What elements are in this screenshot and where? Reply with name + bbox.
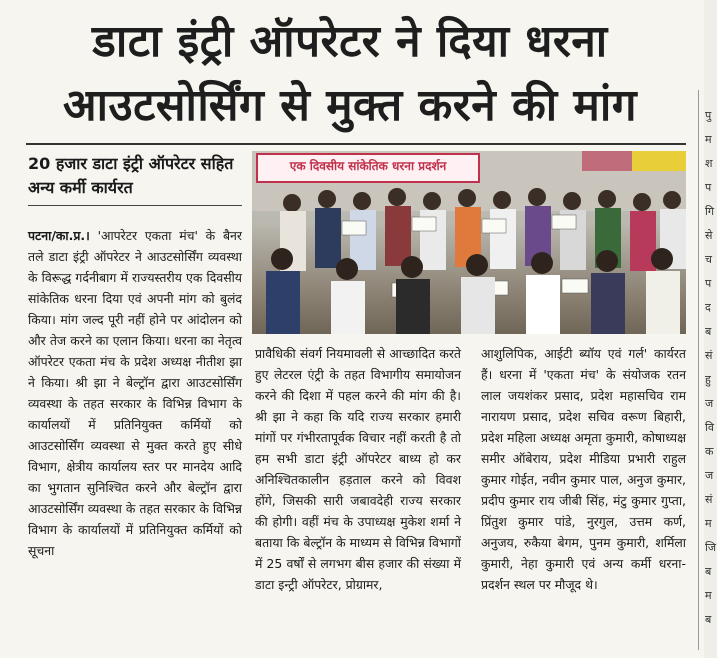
column-3-text: आशुलिपिक, आईटी ब्यॉय एवं गर्ल' कार्यरत हैं। धरना में 'एकता मंच' के संयोजक रतन लाल जयशंकर प्रसाद, प्रदेश महासचिव राम नारायण प्रसाद, प्रदेश सचिव वरूण बिहारी, प्रदेश महिला अध्यक्ष अमृता कुमारी, कोषाध्यक्ष समीर ऑबेराय, प्रदेश मीडिया प्रभारी राहुल कुमार गोईत, नवीन कुमार पाल, अनुज कुमार, प्रदीप कुमार राय जीबी सिंह, मंटु कुमार गुप्ता, प्रिंतुश कुमार पांडे, नुरगुल, उत्तम कर्ण, अनुजय, रुकैया बेगम, पुनम कुमारी, शर्मिला कुमारी, नेहा कुमारी एवं अन्य कर्मी धरना-प्रदर्शन स्थल पर मौजूद थे। bbox=[481, 346, 686, 592]
protest-photo bbox=[252, 151, 686, 334]
article-column-1 bbox=[28, 225, 242, 561]
headline-rule bbox=[26, 143, 686, 145]
article-column-2 bbox=[255, 343, 461, 595]
adjacent-fragment-char: ब bbox=[705, 613, 712, 626]
adjacent-fragment-char: म bbox=[705, 517, 712, 530]
adjacent-fragment-char: म bbox=[705, 589, 712, 602]
column-divider bbox=[698, 90, 699, 650]
adjacent-fragment-char: से bbox=[705, 229, 713, 242]
adjacent-fragment-char: हु bbox=[705, 373, 711, 386]
adjacent-fragment-char: सं bbox=[705, 493, 713, 506]
adjacent-fragment-char: म bbox=[705, 133, 712, 146]
photo-banner: एक दिवसीय सांकेतिक धरना प्रदर्शन bbox=[256, 153, 480, 183]
adjacent-fragment-char: ज bbox=[705, 397, 714, 410]
adjacent-fragment-char: ब bbox=[705, 565, 712, 578]
adjacent-fragment-char: द bbox=[705, 301, 711, 314]
adjacent-fragment-char: सं bbox=[705, 349, 713, 362]
dateline: पटना/का.प्र.। bbox=[28, 228, 90, 243]
article-column-3 bbox=[481, 343, 686, 595]
adjacent-fragment-char: पु bbox=[705, 109, 712, 122]
column-2-text: प्रावैधिकी संवर्ग नियमावली से आच्छादित करते हुए लेटरल एंट्री के तहत विभागीय समायोजन करने की दिशा में पहल करने की मांग की है। श्री झा ने कहा कि यदि राज्य सरकार हमारी मांगों पर गंभीरतापूर्वक विचार नहीं करती है तो हम सभी डाटा इंट्री ऑपरेटर बाध्य हो कर अनिश्चितकालीन हड़ताल करने को विवश होंगे, जिसकी सारी जबावदेही राज्य सरकार की होगी। वहीं मंच के उपाध्यक्ष मुकेश शर्मा ने बताया कि बेल्ट्रॉन के माध्यम से विभिन्न विभागों में 25 वर्षों से लगभग बीस हजार की संख्या में डाटा इन्ट्री ऑपरेटर, प्रोग्रामर, bbox=[255, 346, 461, 592]
column-1-text: 'आपरेटर एकता मंच' के बैनर तले डाटा इंट्री ऑपरेटर ने आउटसोर्सिंग व्यवस्था के विरूद्ध गर्दनीबाग में राज्यस्तरीय एक दिवसीय सांकेतिक धरना दिया एवं अपनी मांग को बुलंद किया। मांग जल्द पूरी नहीं होने पर आंदोलन को और तेज करने का एलान किया। धरना का नेतृत्व ऑपरेटर एकता मंच के प्रदेश अध्यक्ष नीतीश झा ने किया। श्री झा ने बेल्ट्रॉन द्वारा आउटसोर्सिंग व्यवस्था के तहत सरकार के विभिन्न विभाग के कार्यालयों में प्रतिनियुक्त कर्मियों को आउटसोर्सिंग व्यवस्था से मुक्त करते हुए सीधे विभाग, क्षेत्रीय कार्यालय स्तर पर मानदेय आदि का भुगतान सुनिश्चित करने और बेल्ट्रॉन द्वारा आउटसोर्सिंग व्यवस्था के तहत सरकार के विभिन्न विभाग के कार्यालयों में प्रतिनियुक्त कर्मियों को सूचना bbox=[28, 228, 242, 558]
adjacent-fragment-char: जि bbox=[705, 541, 717, 554]
adjacent-fragment-char: प bbox=[705, 181, 712, 194]
adjacent-fragment-char: प bbox=[705, 277, 712, 290]
adjacent-fragment-char: ज bbox=[705, 469, 714, 482]
adjacent-fragment-char: श bbox=[705, 157, 713, 170]
adjacent-fragment-char: ब bbox=[705, 325, 712, 338]
adjacent-fragment-char: वि bbox=[705, 421, 714, 434]
adjacent-fragment-char: क bbox=[705, 445, 714, 458]
subheadline-rule bbox=[28, 205, 242, 206]
headline-line-2: आउटसोर्सिंग से मुक्त करने की मांग bbox=[63, 80, 637, 131]
adjacent-fragment-char: च bbox=[705, 253, 712, 266]
adjacent-fragment-char: गि bbox=[705, 205, 715, 218]
headline-line-1: डाटा इंट्री ऑपरेटर ने दिया धरना bbox=[92, 16, 608, 67]
subheadline: 20 हजार डाटा इंट्री ऑपरेटर सहित अन्य कर्मी कार्यरत bbox=[28, 154, 234, 197]
